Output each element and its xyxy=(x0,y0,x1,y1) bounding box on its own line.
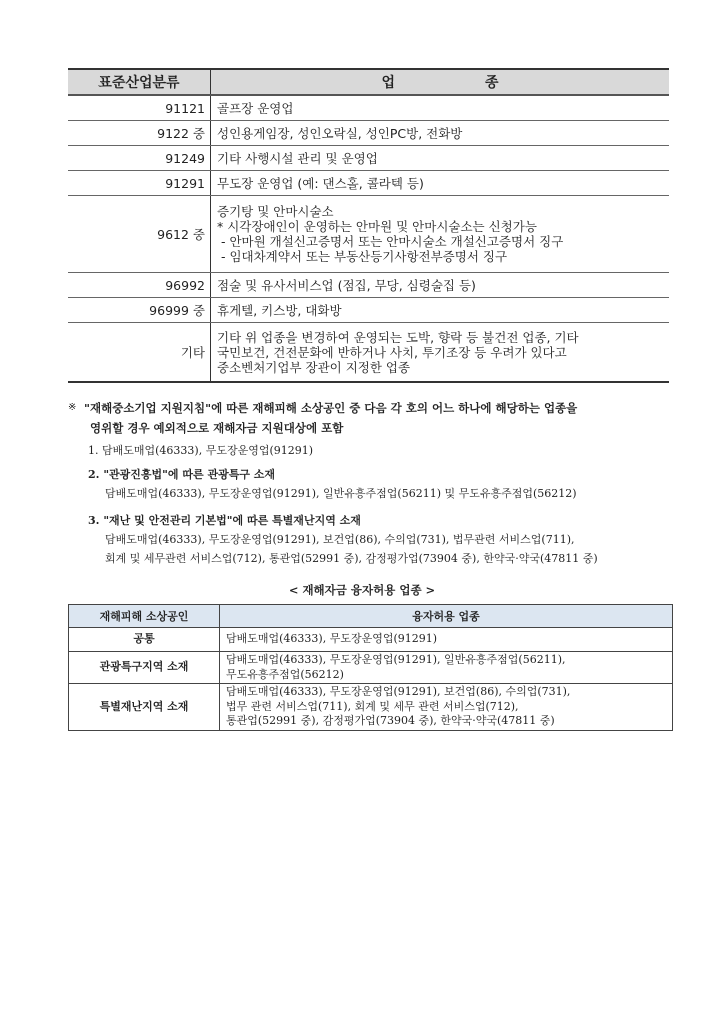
industry-desc: 점술 및 유사서비스업 (점집, 무당, 심령술집 등) xyxy=(211,273,670,298)
allowed-industries: 담배도매업(46333), 무도장운영업(91291), 일반유흥주점업(56211), 무도유흥주점업(56212) xyxy=(220,652,673,684)
exception-note xyxy=(68,398,668,438)
industry-desc: 증기탕 및 안마시술소 * 시각장애인이 운영하는 안마원 및 안마시술소는 신청가능 - 안마원 개설신고증명서 또는 안마시술소 개설신고증명서 징구 - 임대차계약서 또는 부동산등기사항전부증명서 징구 xyxy=(211,196,670,273)
table-row xyxy=(68,95,669,121)
note-line-2: 영위할 경우 예외적으로 재해자금 지원대상에 포함 xyxy=(90,421,344,435)
header-classification: 표준산업분류 xyxy=(68,69,211,95)
table-row xyxy=(68,121,669,146)
industry-desc: 기타 위 업종을 변경하여 운영되는 도박, 향락 등 불건전 업종, 기타 국민보건, 건전문화에 반하거나 사치, 투기조장 등 우려가 있다고 중소벤처기업부 장관이 지정한 업종 xyxy=(211,323,670,383)
allowed-industries: 담배도매업(46333), 무도장운영업(91291) xyxy=(220,628,673,652)
industry-code: 91291 xyxy=(68,171,211,196)
industry-code: 96999 중 xyxy=(68,298,211,323)
header-allowed-industry: 융자허용 업종 xyxy=(220,605,673,628)
industry-code: 91121 xyxy=(68,95,211,121)
allowed-industries: 담배도매업(46333), 무도장운영업(91291), 보건업(86), 수의업(731), 법무 관련 서비스업(711), 회계 및 세무 관련 서비스업(712), 통관업(52991 중), 감정평가업(73904 중), 한약국·약국(47811 중) xyxy=(220,684,673,731)
header-victim-type: 재해피해 소상공인 xyxy=(69,605,220,628)
exception-item-2: 2. "관광진흥법"에 따른 관광특구 소재 담배도매업(46333), 무도장운영업(91291), 일반유흥주점업(56211) 및 무도유흥주점업(56212) xyxy=(88,468,577,500)
table-row xyxy=(68,171,669,196)
industry-code: 96992 xyxy=(68,273,211,298)
table-row xyxy=(68,298,669,323)
industry-desc: 기타 사행시설 관리 및 운영업 xyxy=(211,146,670,171)
table-row xyxy=(69,652,673,684)
table-row xyxy=(69,628,673,652)
victim-type: 공통 xyxy=(69,628,220,652)
industry-code: 기타 xyxy=(68,323,211,383)
industry-code: 9612 중 xyxy=(68,196,211,273)
industry-desc: 휴게텔, 키스방, 대화방 xyxy=(211,298,670,323)
restricted-industry-table xyxy=(68,68,669,383)
reference-mark-icon: ※ xyxy=(68,402,77,413)
note-line-1: "재해중소기업 지원지침"에 따른 재해피해 소상공인 중 다음 각 호의 어느 하나에 해당하는 업종을 xyxy=(84,401,578,415)
loan-allowed-industry-table xyxy=(68,604,673,731)
header-industry: 업 종 xyxy=(211,69,670,95)
table-row xyxy=(68,196,669,273)
table-header-row xyxy=(68,69,669,95)
industry-desc: 골프장 운영업 xyxy=(211,95,670,121)
table-row xyxy=(69,684,673,731)
table-row xyxy=(68,146,669,171)
industry-desc: 성인용게임장, 성인오락실, 성인PC방, 전화방 xyxy=(211,121,670,146)
table-caption: < 재해자금 융자허용 업종 > xyxy=(288,583,436,597)
victim-type: 특별재난지역 소재 xyxy=(69,684,220,731)
table-row xyxy=(68,323,669,383)
table-row xyxy=(68,273,669,298)
industry-code: 91249 xyxy=(68,146,211,171)
victim-type: 관광특구지역 소재 xyxy=(69,652,220,684)
industry-desc: 무도장 운영업 (예: 댄스홀, 콜라텍 등) xyxy=(211,171,670,196)
exception-item-3: 3. "재난 및 안전관리 기본법"에 따른 특별재난지역 소재 담배도매업(46333), 무도장운영업(91291), 보건업(86), 수의업(731), 법무관련 서비스업(711), 회계 및 세무관련 서비스업(712), 통관업(52991 중), 감정평가업(73904 중), 한약국·약국(47811 중) xyxy=(88,514,598,565)
industry-code: 9122 중 xyxy=(68,121,211,146)
table-header-row xyxy=(69,605,673,628)
exception-item-1: 1. 담배도매업(46333), 무도장운영업(91291) xyxy=(88,444,314,457)
